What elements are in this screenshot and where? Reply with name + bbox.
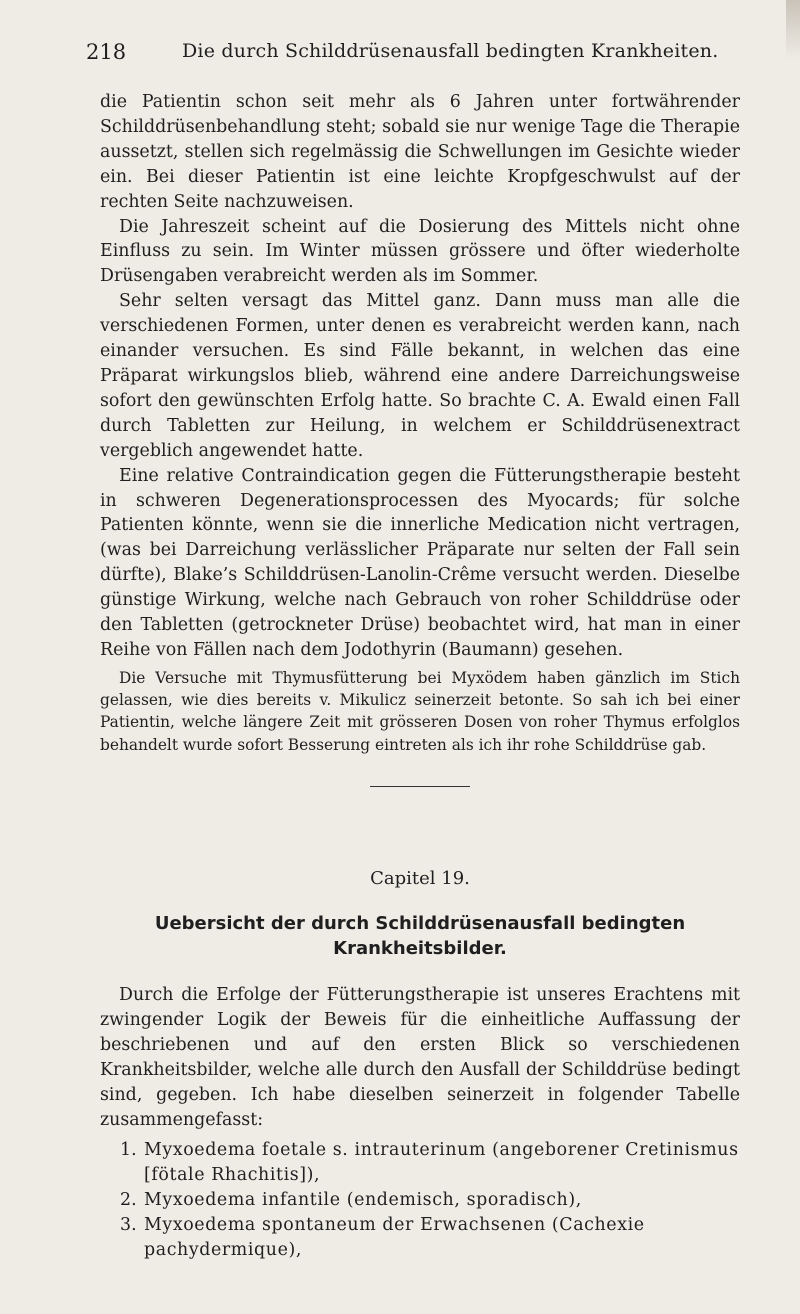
- page-body: [100, 90, 740, 1263]
- list-item-number: 2.: [120, 1190, 137, 1211]
- paragraph-contraindication: Eine relative Contraindication gegen die Fütterungstherapie besteht in schweren Degenerationsprocessen des Myocards; für solche Patienten könnte, wenn sie die innerliche Medication nicht vertragen, (was bei Darreichung verlässlicher Präparate nur selten der Fall sein dürfte), Blake’s Schilddrüsen-Lanolin-Crême versucht werden. Dieselbe günstige Wirkung, welche nach Gebrauch von roher Schilddrüse oder den Tabletten (getrockneter Drüse) beobachtet wird, hat man in einer Reihe von Fällen nach dem Jodothyrin (Baumann) gesehen.: [100, 465, 740, 660]
- chapter-title-line-1: Uebersicht der durch Schilddrüsenausfall bedingten: [154, 913, 686, 935]
- list-item-number: 3.: [120, 1215, 137, 1236]
- list-item: [100, 1138, 740, 1188]
- chapter-title: [100, 911, 740, 961]
- page-edge-shadow: [786, 0, 800, 60]
- paragraph-dosage-season: Die Jahreszeit scheint auf die Dosierung des Mittels nicht ohne Einfluss zu sein. Im Winter müssen grössere und öfter wiederholte Drüsengaben verabreicht werden als im Sommer.: [100, 216, 740, 287]
- classification-list: [100, 1138, 740, 1263]
- paragraph-failure-cases: Sehr selten versagt das Mittel ganz. Dann muss man alle die verschiedenen Formen, unter denen es verabreicht werden kann, nach einander versuchen. Es sind Fälle bekannt, in welchen das eine Präparat wirkungslos blieb, während eine andere Darreichungsweise sofort den gewünschten Erfolg hatte. So brachte C. A. Ewald einen Fall durch Tabletten zur Heilung, in welchem er Schilddrüsenextract vergeblich angewendet hatte.: [100, 291, 740, 461]
- page-header: [86, 40, 726, 72]
- paragraph-thymus-note: Die Versuche mit Thymusfütterung bei Myxödem haben gänzlich im Stich gelassen, wie dies bereits v. Mikulicz seinerzeit betonte. So sah ich bei einer Patientin, welche längere Zeit mit grösseren Dosen von roher Thymus erfolglos behandelt wurde sofort Besserung eintreten als ich ihr rohe Schilddrüse gab.: [100, 668, 740, 754]
- running-head: Die durch Schilddrüsenausfall bedingten Krankheiten.: [182, 40, 719, 62]
- list-item-number: 1.: [120, 1140, 137, 1161]
- list-item-text: Myxoedema infantile (endemisch, sporadisch),: [144, 1190, 582, 1211]
- paragraph-continuation: die Patientin schon seit mehr als 6 Jahren unter fortwährender Schilddrüsenbehandlung steht; sobald sie nur wenige Tage die Therapie aussetzt, stellen sich regelmässig die Schwellungen im Gesichte wieder ein. Bei dieser Patientin ist eine leichte Kropfgeschwulst auf der rechten Seite nachzuweisen.: [100, 92, 740, 212]
- section-divider: [370, 786, 470, 787]
- page-number: 218: [86, 40, 127, 64]
- list-item: [100, 1213, 740, 1263]
- chapter-label: Capitel 19.: [370, 868, 470, 890]
- chapter-intro-paragraph: Durch die Erfolge der Fütterungstherapie ist unseres Erachtens mit zwingender Logik der Beweis für die einheitliche Auffassung der beschriebenen und auf den ersten Blick so verschiedenen Krankheitsbilder, welche alle durch den Ausfall der Schilddrüse bedingt sind, gegeben. Ich habe dieselben seinerzeit in folgender Tabelle zusammengefasst:: [100, 985, 740, 1130]
- list-item: [100, 1188, 740, 1213]
- list-item-text: Myxoedema spontaneum der Erwachsenen (Cachexie pachydermique),: [144, 1215, 645, 1261]
- chapter-title-line-2: Krankheitsbilder.: [333, 938, 507, 960]
- list-item-text: Myxoedema foetale s. intrauterinum (angeborener Cretinismus [fötale Rhachitis]),: [144, 1140, 739, 1186]
